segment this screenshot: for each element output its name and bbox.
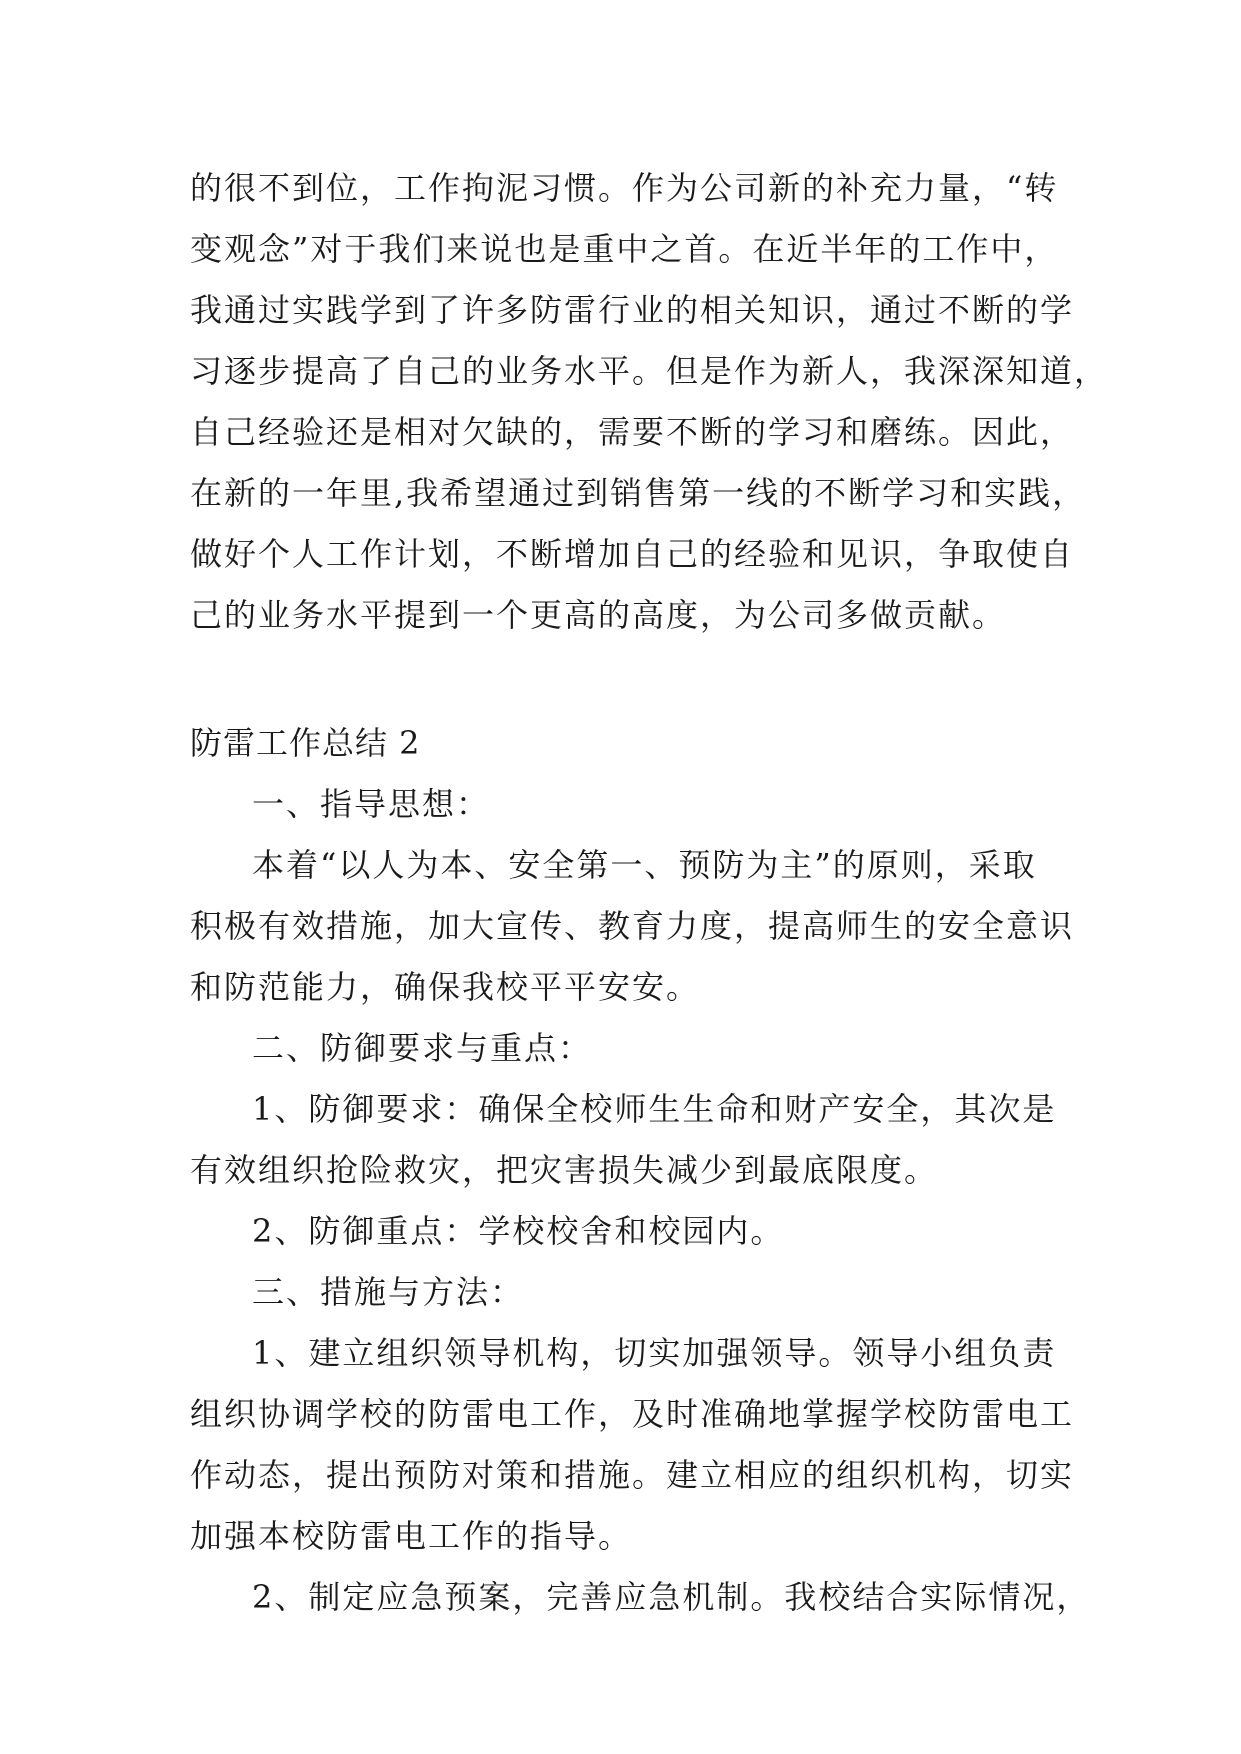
- paragraph-line: 我通过实践学到了许多防雷行业的相关知识，通过不断的学: [190, 291, 1075, 329]
- paragraph-line: 变观念”对于我们来说也是重中之首。在近半年的工作中，: [190, 230, 1059, 268]
- paragraph-line: 的很不到位，工作拘泥习惯。作为公司新的补充力量，“转: [190, 169, 1059, 207]
- paragraph-line: 加强本校防雷电工作的指导。: [190, 1517, 633, 1555]
- paragraph-line: 作动态，提出预防对策和措施。建立相应的组织机构，切实: [190, 1456, 1075, 1494]
- paragraph-line: 和防范能力，确保我校平平安安。: [190, 968, 701, 1006]
- paragraph-line: 组织协调学校的防雷电工作，及时准确地掌握学校防雷电工: [190, 1395, 1075, 1433]
- heading-line: 三、措施与方法：: [252, 1273, 525, 1311]
- paragraph-line: 有效组织抢险救灾，把灾害损失减少到最底限度。: [190, 1151, 939, 1189]
- paragraph-line: 习逐步提高了自己的业务水平。但是作为新人，我深深知道，: [190, 352, 1109, 390]
- heading-line: 一、指导思想：: [252, 785, 491, 823]
- paragraph-line: 积极有效措施，加大宣传、教育力度，提高师生的安全意识: [190, 907, 1075, 945]
- paragraph-line: 1、建立组织领导机构，切实加强领导。领导小组负责: [252, 1334, 1057, 1372]
- heading-line: 二、防御要求与重点：: [252, 1029, 593, 1067]
- section-title: 防雷工作总结 2: [190, 724, 421, 762]
- paragraph-line: 2、制定应急预案，完善应急机制。我校结合实际情况，: [252, 1578, 1091, 1616]
- section2-body: [190, 774, 1091, 1628]
- paragraph-line: 在新的一年里,我希望通过到销售第一线的不断学习和实践，: [190, 474, 1087, 512]
- section1-paragraph: [190, 158, 1109, 646]
- paragraph-line: 1、防御要求：确保全校师生生命和财产安全，其次是: [252, 1090, 1057, 1128]
- document-body: [190, 158, 1109, 1628]
- paragraph-line: 做好个人工作计划，不断增加自己的经验和见识，争取使自: [190, 535, 1075, 573]
- paragraph-line: 2、防御重点：学校校舍和校园内。: [252, 1212, 785, 1250]
- paragraph-line: 本着“以人为本、安全第一、预防为主”的原则，采取: [252, 846, 1037, 884]
- section-spacer: [190, 646, 1056, 713]
- paragraph-line: 己的业务水平提到一个更高的高度，为公司多做贡献。: [190, 596, 1007, 634]
- paragraph-line: 自己经验还是相对欠缺的，需要不断的学习和磨练。因此，: [190, 413, 1075, 451]
